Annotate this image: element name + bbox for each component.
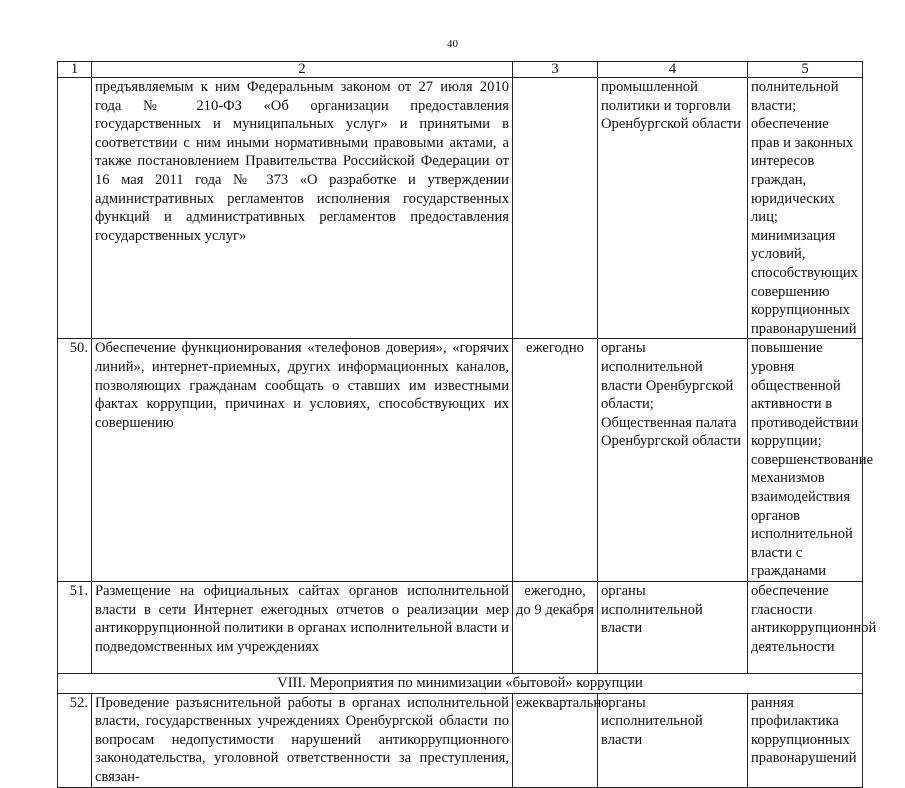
row-number: 50.: [58, 339, 92, 582]
measure-description: Размещение на официальных сайтах органов исполнительной власти в сети Интернет ежегодных отчетов о реализации мер антикоррупционной политики в органах исполнительной власти и подведомственных им учреждениях: [92, 582, 513, 674]
deadline: ежеквартально: [513, 693, 598, 787]
section-header-row: [58, 674, 863, 694]
table-row: [58, 582, 863, 674]
column-header: 5: [748, 62, 863, 78]
table-header-row: [58, 62, 863, 78]
row-number: 52.: [58, 693, 92, 787]
row-number: [58, 78, 92, 339]
deadline: [513, 78, 598, 339]
column-header: 1: [58, 62, 92, 78]
column-header: 2: [92, 62, 513, 78]
executors: органы исполнительной власти: [598, 582, 748, 674]
measure-description: предъявляемым к ним Федеральным законом от 27 июля 2010 года № 210-ФЗ «Об организации предоставления государственных и муниципальных услуг» и принятыми в соответствии с ним иными нормативными правовыми актами, а также постановлением Правительства Российской Федерации от 16 мая 2011 года № 373 «О разработке и утверждении административных регламентов исполнения государственных функций и административных регламентов предоставления государственных услуг»: [92, 78, 513, 339]
executors: промышленной политики и торговли Оренбургской области: [598, 78, 748, 339]
measure-description: Обеспечение функционирования «телефонов доверия», «горячих линий», интернет-приемных, других информационных каналов, позволяющих гражданам сообщать о ставших им известными фактах коррупции, причинах и условиях, способствующих их совершению: [92, 339, 513, 582]
measures-table: [57, 61, 877, 788]
section-title: VIII. Мероприятия по минимизации «бытовой» коррупции: [58, 674, 863, 694]
deadline: ежегодно: [513, 339, 598, 582]
row-number: 51.: [58, 582, 92, 674]
expected-result: ранняя профилактика коррупционных правонарушений: [748, 693, 863, 787]
deadline: ежегодно, до 9 декабря: [513, 582, 598, 674]
measure-description: Проведение разъяснительной работы в органах исполнительной власти, государственных учреждениях Оренбургской области по вопросам недопустимости нарушений антикоррупционного законодательства, уголовной ответственности за преступления, связан-: [92, 693, 513, 787]
expected-result: обеспечение гласности антикоррупционной деятельности: [748, 582, 863, 674]
column-header: 4: [598, 62, 748, 78]
table-row: [58, 78, 863, 339]
executors: органы исполнительной власти: [598, 693, 748, 787]
executors: органы исполнительной власти Оренбургской области; Общественная палата Оренбургской области: [598, 339, 748, 582]
table-row: [58, 693, 863, 787]
table-row: [58, 339, 863, 582]
expected-result: повышение уровня общественной активности в противодействии коррупции; совершенствование механизмов взаимодействия органов исполнительной власти с гражданами: [748, 339, 863, 582]
page-number: 40: [447, 38, 458, 50]
column-header: 3: [513, 62, 598, 78]
expected-result: полнительной власти; обеспечение прав и законных интересов граждан, юридических лиц; минимизация условий, способствующих совершению коррупционных правонарушений: [748, 78, 863, 339]
